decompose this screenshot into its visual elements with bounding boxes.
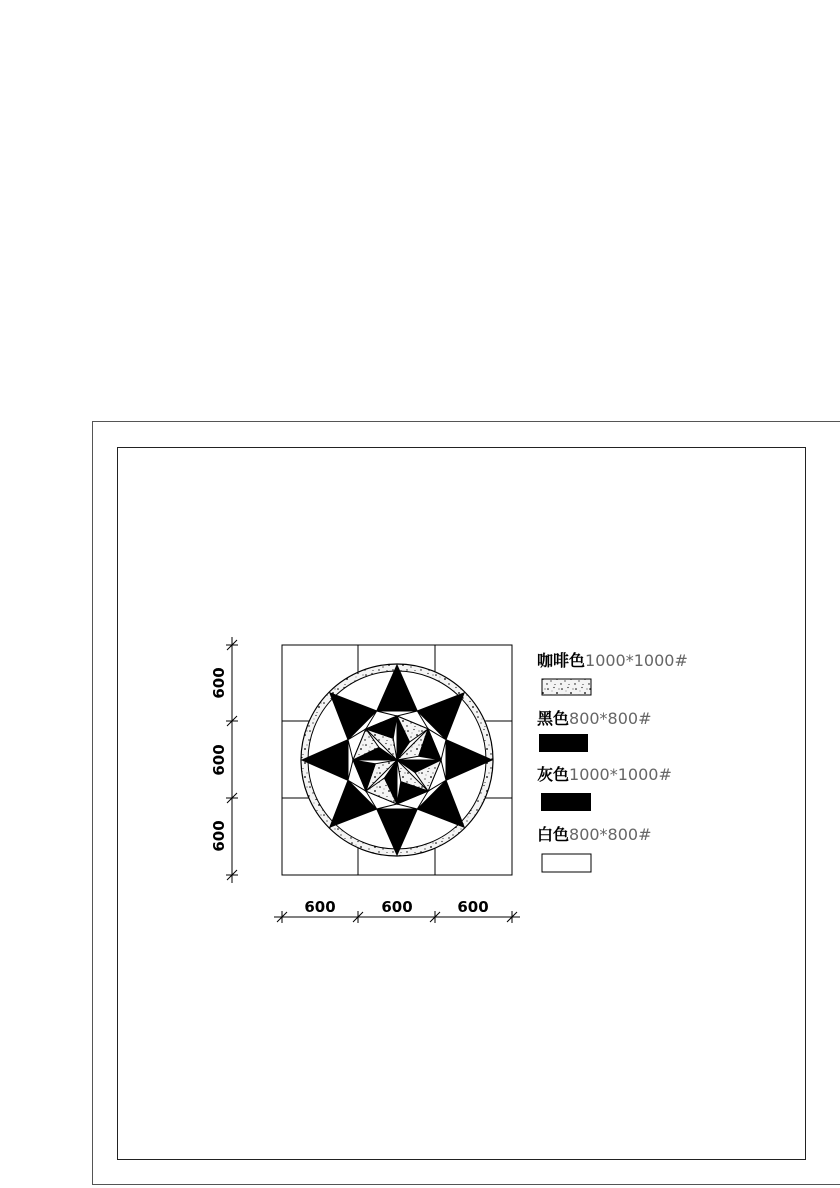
legend-grey-name: 灰色 xyxy=(537,765,570,784)
hdim-label-1: 600 xyxy=(304,898,336,916)
legend-white-spec: 800*800# xyxy=(569,825,652,844)
legend-black-name: 黑色 xyxy=(537,709,570,728)
legend-grey-spec: 1000*1000# xyxy=(569,765,672,784)
legend-white-name: 白色 xyxy=(537,825,570,844)
legend-item-coffee xyxy=(537,651,688,670)
hdim-label-2: 600 xyxy=(381,898,413,916)
legend-swatch-grey xyxy=(541,793,591,811)
legend-coffee-name: 咖啡色 xyxy=(537,651,586,670)
legend-item-white xyxy=(537,825,652,844)
eight-point-star xyxy=(302,665,492,855)
vdim-label-2: 600 xyxy=(210,744,228,776)
legend-item-black xyxy=(537,709,652,728)
legend-item-grey xyxy=(537,765,672,784)
legend-swatch-white xyxy=(542,854,591,872)
legend xyxy=(537,651,688,872)
legend-coffee-spec: 1000*1000# xyxy=(585,651,688,670)
hdim-label-3: 600 xyxy=(457,898,489,916)
legend-swatch-speckled xyxy=(542,679,591,695)
legend-black-spec: 800*800# xyxy=(569,709,652,728)
legend-swatch-black xyxy=(539,734,588,752)
vdim-label-1: 600 xyxy=(210,667,228,699)
vdim-label-3: 600 xyxy=(210,820,228,852)
